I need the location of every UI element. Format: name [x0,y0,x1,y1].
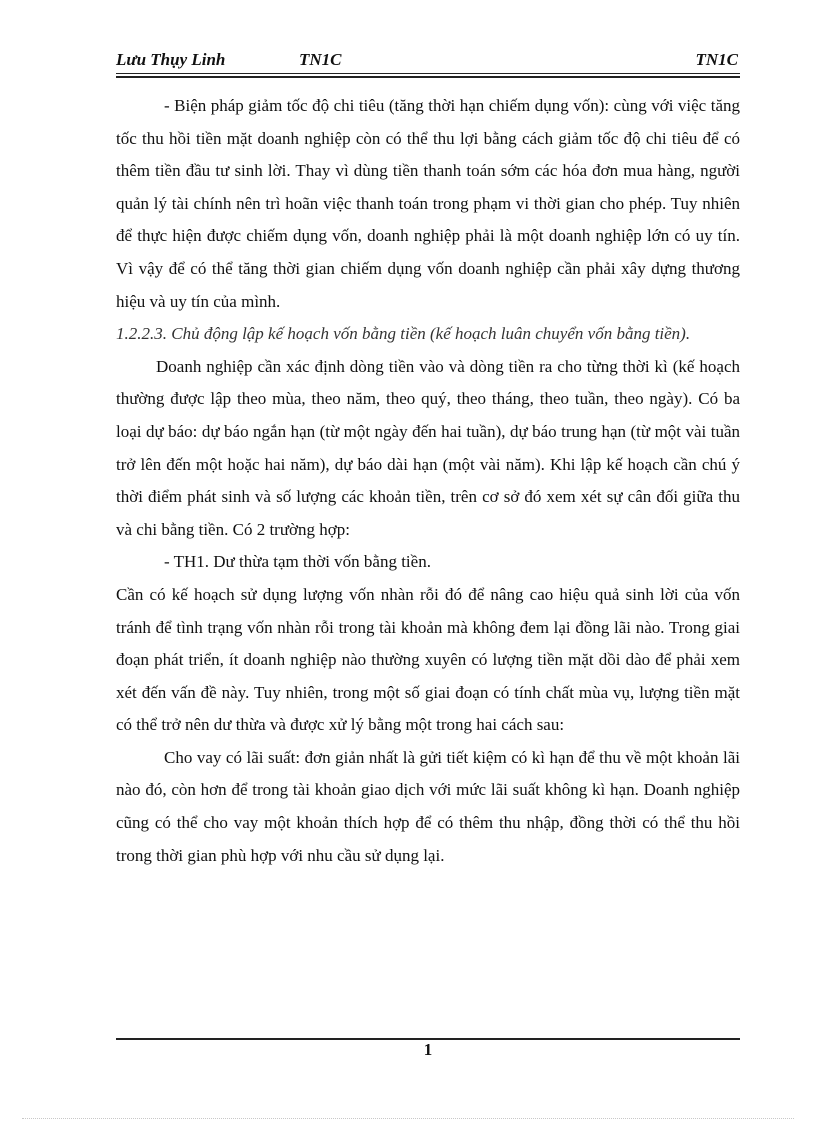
paragraph-spending-measure: - Biện pháp giảm tốc độ chi tiêu (tăng thời hạn chiếm dụng vốn): cùng với việc tăng tốc thu hồi tiền mặt doanh nghiệp còn có thể thu lợi bằng cách giảm tốc độ chi tiêu để có thêm tiền đầu tư sinh lời. Thay vì dùng tiền thanh toán sớm các hóa đơn mua hàng, người quản lý tài chính nên trì hoãn việc thanh toán trong phạm vi thời gian cho phép. Tuy nhiên để thực hiện được chiếm dụng vốn, doanh nghiệp phải là một doanh nghiệp lớn có uy tín. Vì vậy để có thể tăng thời gian chiếm dụng vốn doanh nghiệp cần phải xây dựng thương hiệu và uy tín của mình. [116,96,740,311]
paragraph-lending: Cho vay có lãi suất: đơn giản nhất là gửi tiết kiệm có kì hạn để thu về một khoản lãi nào đó, còn hơn để trong tài khoản giao dịch với mức lãi suất không kì hạn. Doanh nghiệp cũng có thể cho vay một khoản thích hợp để có thêm thu nhập, đồng thời có thể thu hồi trong thời gian phù hợp với nhu cầu sử dụng lại. [116,747,740,865]
page-edge-dotted-line [22,1118,794,1119]
paragraph-case-1: - TH1. Dư thừa tạm thời vốn bằng tiền. [164,552,431,572]
header-class-right: TN1C [695,50,738,69]
paragraph-cash-planning: Doanh nghiệp cần xác định dòng tiền vào và dòng tiền ra cho từng thời kì (kế hoạch thường được lập theo mùa, theo năm, theo quý, theo tháng, theo tuần, theo ngày). Có ba loại dự báo: dự báo ngắn hạn (từ một ngày đến hai tuần), dự báo trung hạn (từ một vài tuần trở lên đến một hoặc hai năm), dự báo dài hạn (một vài năm). Khi lập kế hoạch cần chú ý thời điểm phát sinh và số lượng các khoản tiền, trên cơ sở đó xem xét sự cân đối giữa thu và chi bằng tiền. Có 2 trường hợp: [116,356,740,539]
header-rule [116,73,740,78]
header-author: Lưu Thụy Linh [116,50,226,69]
page-header [116,50,738,72]
paragraph-idle-cash: Cần có kế hoạch sử dụng lượng vốn nhàn rỗi đó để nâng cao hiệu quả sinh lời của vốn tránh để tình trạng vốn nhàn rỗi trong tài khoản mà không đem lại đồng lãi nào. Trong giai đoạn phát triển, ít doanh nghiệp nào thường xuyên có lượng tiền mặt dồi dào để phải xem xét đến vấn đề này. Tuy nhiên, trong một số giai đoạn có tính chất mùa vụ, lượng tiền mặt có thể trở nên dư thừa và được xử lý bằng một trong hai cách sau: [116,584,740,735]
page-number: 1 [423,1040,433,1059]
document-body [116,90,740,872]
header-class-left: TN1C [299,50,342,69]
section-heading-1-2-2-3: 1.2.2.3. Chủ động lập kế hoạch vốn bằng tiền (kế hoạch luân chuyển vốn bằng tiền). [116,324,691,344]
